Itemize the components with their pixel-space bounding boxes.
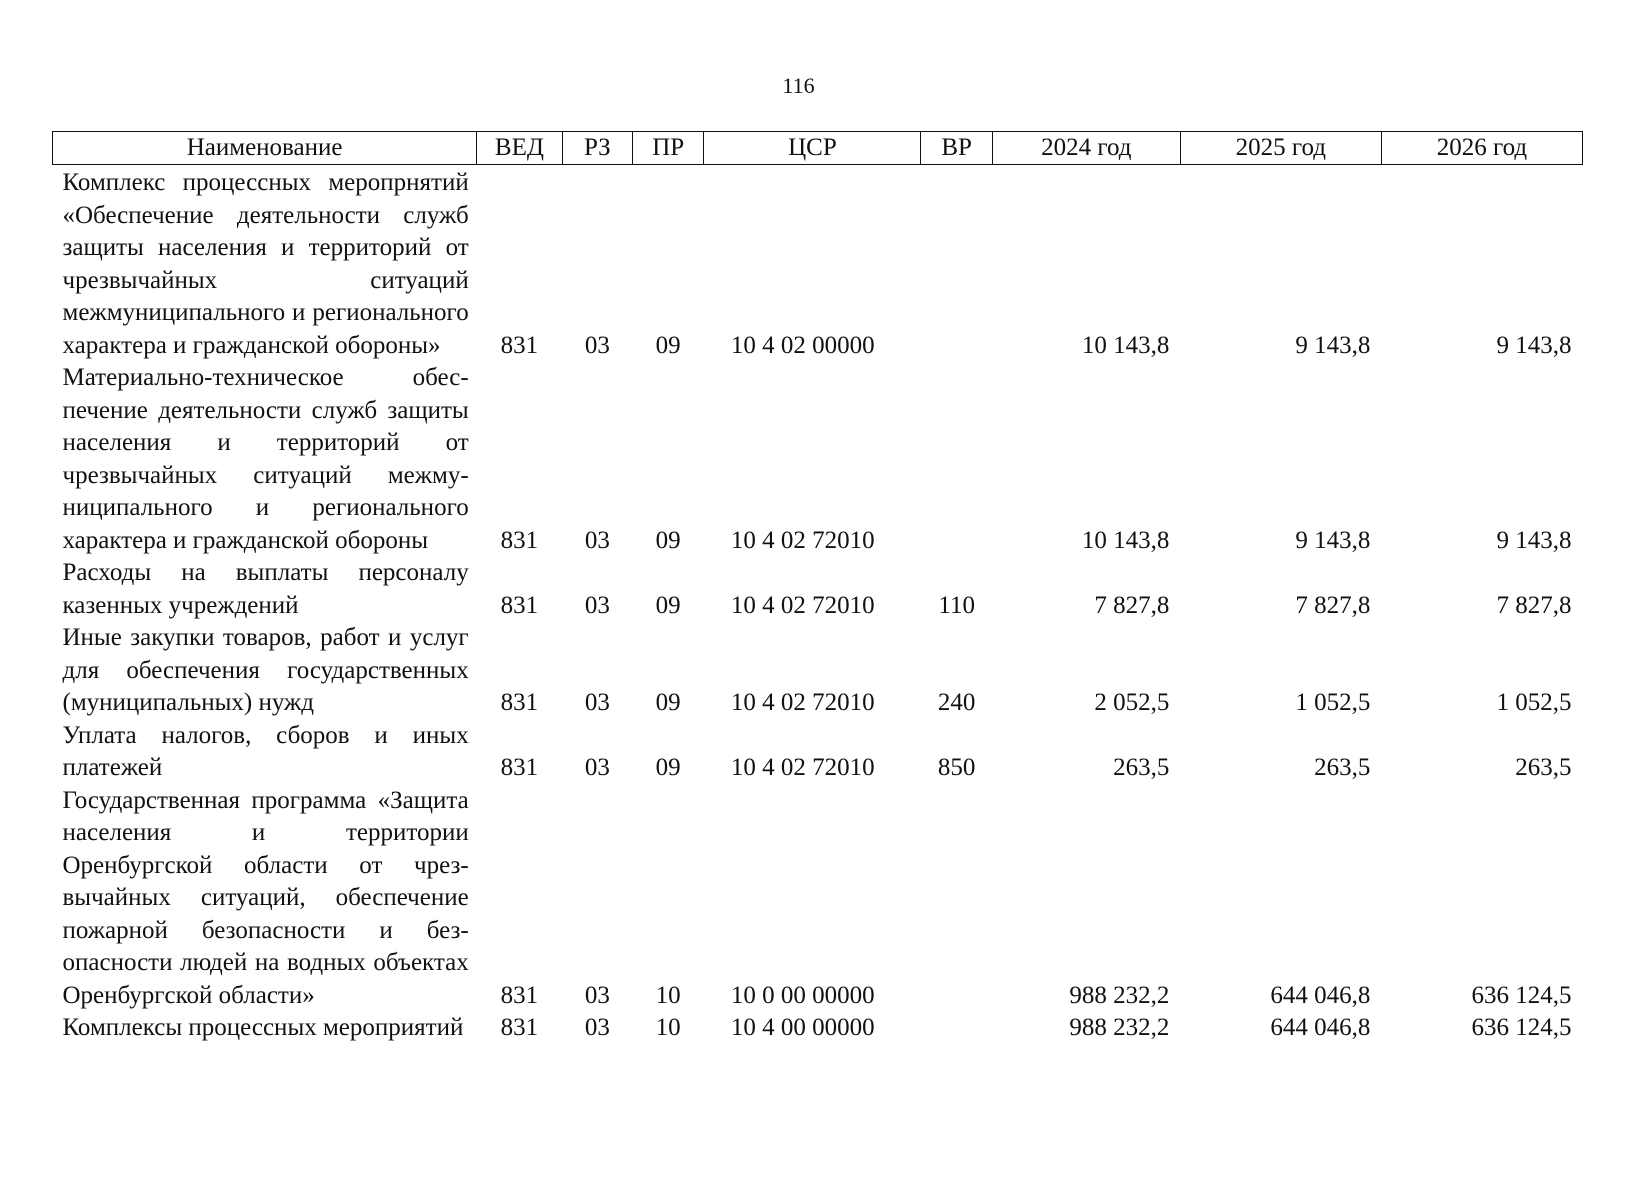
header-vr: ВР: [921, 132, 992, 165]
row-2026: 9 143,8: [1496, 331, 1572, 359]
row-vr: 850: [937, 754, 976, 781]
row-ved: 831: [500, 754, 539, 781]
row-pr: 09: [655, 689, 681, 716]
row-ved: 831: [500, 1014, 539, 1041]
table-row: [53, 1012, 1583, 1045]
row-2024: 988 232,2: [1069, 1014, 1170, 1041]
header-rz: РЗ: [562, 132, 632, 165]
row-csr: 10 4 02 00000: [730, 331, 875, 359]
row-rz: 03: [584, 754, 610, 781]
header-name: Наименование: [53, 132, 477, 165]
header-2025: 2025 год: [1180, 132, 1381, 165]
budget-table: [52, 131, 1583, 1045]
row-name: Уплата налогов, сборов и иных платежей: [62, 721, 469, 781]
row-pr: 09: [655, 331, 681, 359]
row-pr: 10: [655, 1014, 681, 1041]
row-name: Комплекс процессных меропрнятий «Обеспечение деятельности служб защиты населения и территорий от чрезвычайных ситуаций межмуниципального и регионального характера и гражданской обороны»: [62, 169, 469, 359]
row-name: Иные закупки товаров, работ и услуг для обеспечения государственных (муниципальных) нужд: [62, 624, 469, 716]
row-2024: 988 232,2: [1069, 981, 1170, 1009]
row-pr: 09: [655, 526, 681, 554]
row-csr: 10 4 02 72010: [730, 689, 875, 716]
row-vr: [921, 1012, 992, 1045]
row-rz: 03: [584, 689, 610, 716]
row-pr: 09: [655, 591, 681, 619]
row-2026: 636 124,5: [1471, 1014, 1572, 1041]
row-2026: 7 827,8: [1496, 591, 1572, 619]
header-ved: ВЕД: [477, 132, 562, 165]
row-pr: 10: [655, 981, 681, 1009]
row-vr: [921, 785, 992, 1013]
budget-table-container: [52, 131, 1583, 1045]
header-2024: 2024 год: [992, 132, 1180, 165]
table-row: [53, 622, 1583, 720]
row-csr: 10 4 02 72010: [730, 526, 875, 554]
row-csr: 10 4 02 72010: [730, 754, 875, 781]
row-csr: 10 4 00 00000: [730, 1014, 875, 1041]
row-rz: 03: [584, 591, 610, 619]
row-ved: 831: [500, 981, 539, 1009]
row-2024: 2 052,5: [1094, 689, 1170, 716]
row-ved: 831: [500, 331, 539, 359]
header-csr: ЦСР: [704, 132, 921, 165]
row-2026: 9 143,8: [1496, 526, 1572, 554]
row-name: Комплексы процессных мероприятий: [62, 1014, 464, 1041]
row-vr: 110: [938, 591, 975, 619]
table-row: [53, 720, 1583, 785]
row-ved: 831: [500, 591, 539, 619]
table-row: [53, 785, 1583, 1013]
row-2025: 9 143,8: [1295, 331, 1371, 359]
row-ved: 831: [500, 526, 539, 554]
row-2025: 644 046,8: [1270, 981, 1371, 1009]
row-2025: 9 143,8: [1295, 526, 1371, 554]
row-vr: [921, 165, 992, 363]
header-row: [53, 132, 1583, 165]
table-row: [53, 557, 1583, 622]
row-name: Расходы на выплаты персоналу казенных учреждений: [62, 559, 469, 619]
row-rz: 03: [584, 1014, 610, 1041]
table-row: [53, 362, 1583, 557]
row-rz: 03: [584, 331, 610, 359]
header-2026: 2026 год: [1381, 132, 1582, 165]
row-rz: 03: [584, 526, 610, 554]
row-ved: 831: [500, 689, 539, 716]
row-2024: 10 143,8: [1081, 526, 1170, 554]
row-csr: 10 0 00 00000: [730, 981, 875, 1009]
row-rz: 03: [584, 981, 610, 1009]
row-2026: 636 124,5: [1471, 981, 1572, 1009]
row-2025: 263,5: [1314, 754, 1371, 781]
row-2026: 263,5: [1515, 754, 1572, 781]
row-2024: 10 143,8: [1081, 331, 1170, 359]
row-vr: [921, 362, 992, 557]
row-2025: 7 827,8: [1295, 591, 1371, 619]
row-pr: 09: [655, 754, 681, 781]
table-body: [53, 165, 1583, 1045]
row-name: Материально-техническое обеспечение деятельности служб защиты населения и территорий от чрезвычайных ситуаций межмуниципального и регионального характера и гражданской обороны: [62, 364, 469, 554]
row-vr: 240: [937, 689, 976, 716]
page-number: 116: [782, 73, 815, 98]
table-row: [53, 165, 1583, 363]
row-2024: 7 827,8: [1094, 591, 1170, 619]
row-name: Государственная программа «Защита населения и территории Оренбургской области от чрезвычайных ситуаций, обеспечение пожарной безопасности и безопасности людей на водных объектах Оренбургской области»: [62, 786, 469, 1009]
row-2026: 1 052,5: [1496, 689, 1572, 716]
row-2024: 263,5: [1113, 754, 1170, 781]
table-header: [53, 132, 1583, 165]
row-2025: 644 046,8: [1270, 1014, 1371, 1041]
row-csr: 10 4 02 72010: [730, 591, 875, 619]
header-pr: ПР: [633, 132, 704, 165]
row-2025: 1 052,5: [1295, 689, 1371, 716]
